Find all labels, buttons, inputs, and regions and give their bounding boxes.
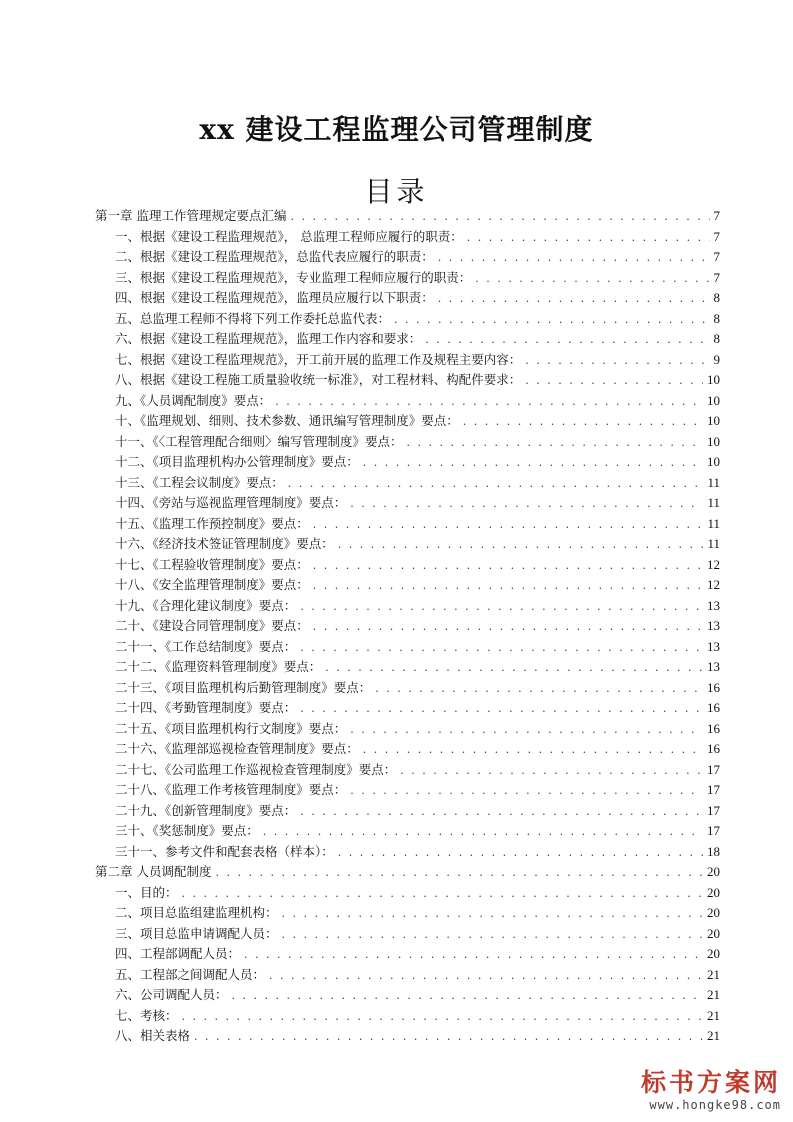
toc-entry[interactable]: [95, 247, 720, 268]
toc-entry-page-number: 8: [713, 290, 720, 305]
watermark: [601, 1068, 781, 1112]
toc-entry-label: 二、根据《建设工程监理规范》，总监代表应履行的职责：: [115, 249, 434, 264]
toc-entry-label: 七、根据《建设工程监理规范》，开工前开展的监理工作及规程主要内容：: [115, 351, 522, 367]
toc-entry[interactable]: [95, 924, 720, 945]
toc-dot-leader: [269, 966, 703, 987]
toc-entry[interactable]: [95, 903, 720, 924]
toc-dot-leader: [338, 535, 704, 556]
toc-entry-label: 第一章 监理工作管理规定要点汇编: [95, 208, 287, 223]
toc-entry-page-number: 10: [707, 433, 720, 449]
toc-entry[interactable]: [95, 309, 720, 330]
toc-dot-leader: [338, 843, 703, 864]
toc-entry-label: 五、工程部之间调配人员：: [115, 966, 266, 982]
toc-entry[interactable]: [95, 350, 720, 371]
toc-entry-label: 二十四、《考勤管理制度》要点：: [115, 700, 297, 715]
toc-entry[interactable]: [95, 514, 720, 535]
toc-entry[interactable]: [95, 760, 720, 781]
toc-entry-label: 八、相关表格: [115, 1028, 191, 1043]
toc-entry-page-number: 20: [707, 946, 720, 961]
toc-entry-label: 二十六、《监理部巡视检查管理制度》要点：: [115, 741, 359, 756]
toc-entry-label: 六、公司调配人员：: [115, 987, 228, 1002]
toc-entry-page-number: 17: [707, 823, 720, 838]
toc-dot-leader: [525, 351, 709, 372]
toc-entry-page-number: 11: [707, 474, 720, 490]
toc-entry-page-number: 13: [707, 618, 720, 633]
toc-entry-label: 三十一、参考文件和配套表格（样本）：: [115, 843, 334, 859]
toc-dot-leader: [438, 289, 710, 310]
toc-dot-leader: [363, 740, 703, 761]
toc-entry[interactable]: [95, 432, 720, 453]
toc-entry[interactable]: [95, 575, 720, 596]
toc-entry[interactable]: [95, 268, 720, 289]
watermark-url: www.hongke98.com: [649, 1098, 781, 1112]
toc-entry-label: 五、总监理工程师不得将下列工作委托总监代表：: [115, 310, 391, 326]
toc-entry-page-number: 21: [707, 966, 720, 982]
toc-entry-page-number: 8: [713, 331, 720, 346]
toc-entry[interactable]: [95, 883, 720, 904]
toc-dot-leader: [282, 904, 703, 925]
toc-entry-page-number: 16: [707, 741, 720, 756]
toc-entry[interactable]: [95, 596, 720, 617]
toc-entry-page-number: 13: [707, 597, 720, 613]
toc-entry[interactable]: [95, 616, 720, 637]
toc-entry[interactable]: [95, 657, 720, 678]
toc-entry-page-number: 7: [713, 208, 720, 223]
toc-entry-page-number: 20: [707, 864, 720, 879]
toc-entry-label: 二十、《建设合同管理制度》要点：: [115, 618, 309, 633]
toc-dot-leader: [288, 474, 704, 495]
toc-entry[interactable]: [95, 739, 720, 760]
toc-dot-leader: [300, 802, 703, 823]
toc-entry-label: 六、根据《建设工程监理规范》，监理工作内容和要求：: [115, 331, 422, 346]
toc-dot-leader: [325, 658, 703, 679]
toc-entry[interactable]: [95, 842, 720, 863]
toc-dot-leader: [400, 761, 703, 782]
toc-dot-leader: [407, 433, 703, 454]
toc-entry-label: 十六、《经济技术签证管理制度》要点：: [115, 536, 334, 551]
toc-dot-leader: [232, 986, 703, 1007]
toc-entry-label: 二十八、《监理工作考核管理制度》要点：: [115, 782, 347, 797]
toc-entry-label: 十一、《〈工程管理配合细则〉编写管理制度》要点：: [115, 433, 403, 449]
toc-entry-label: 九、《人员调配制度》要点：: [115, 392, 272, 408]
toc-dot-leader: [300, 597, 703, 618]
toc-entry[interactable]: [95, 1026, 720, 1047]
toc-entry[interactable]: [95, 370, 720, 391]
toc-entry[interactable]: [95, 801, 720, 822]
toc-dot-leader: [263, 822, 703, 843]
toc-entry-page-number: 8: [713, 310, 720, 326]
toc-entry[interactable]: [95, 555, 720, 576]
toc-entry-label: 一、根据《建设工程监理规范》， 总监理工程师应履行的职责：: [115, 228, 463, 244]
toc-dot-leader: [215, 863, 703, 884]
toc-entry[interactable]: [95, 719, 720, 740]
toc-dot-leader: [182, 884, 703, 905]
toc-entry-label: 四、工程部调配人员：: [115, 946, 241, 961]
toc-entry[interactable]: [95, 288, 720, 309]
toc-entry-label: 第二章 人员调配制度: [95, 864, 212, 879]
toc-dot-leader: [194, 1027, 703, 1048]
toc-entry-page-number: 9: [713, 351, 720, 367]
table-of-contents: [95, 206, 720, 1047]
toc-dot-leader: [313, 515, 704, 536]
toc-dot-leader: [244, 945, 703, 966]
toc-dot-leader: [463, 412, 703, 433]
toc-entry-label: 三、项目总监申请调配人员：: [115, 925, 278, 941]
toc-entry-label: 十四、《旁站与巡视监理管理制度》要点：: [115, 495, 347, 510]
toc-entry-page-number: 16: [707, 720, 720, 736]
toc-entry[interactable]: [95, 1006, 720, 1027]
toc-entry-label: 七、考核：: [115, 1007, 178, 1023]
toc-entry-label: 二十七、《公司监理工作巡视检查管理制度》要点：: [115, 761, 397, 777]
toc-entry[interactable]: [95, 329, 720, 350]
toc-entry-label: 十、《监理规划、细则、技术参数、通讯编写管理制度》要点：: [115, 413, 459, 428]
toc-entry-label: 十二、《项目监理机构办公管理制度》要点：: [115, 454, 359, 469]
toc-chapter-entry[interactable]: [95, 862, 720, 883]
toc-entry[interactable]: [95, 985, 720, 1006]
toc-dot-leader: [313, 617, 703, 638]
toc-entry-label: 十五、《监理工作预控制度》要点：: [115, 515, 309, 531]
toc-entry[interactable]: [95, 698, 720, 719]
toc-entry[interactable]: [95, 493, 720, 514]
toc-entry-page-number: 7: [713, 228, 720, 244]
toc-entry-label: 二、项目总监组建监理机构：: [115, 905, 278, 920]
toc-entry-label: 十七、《工程验收管理制度》要点：: [115, 556, 309, 572]
toc-entry-page-number: 16: [707, 679, 720, 695]
toc-entry-page-number: 17: [707, 761, 720, 777]
toc-entry-label: 八、根据《建设工程施工质量验收统一标准》，对工程材料、构配件要求：: [115, 372, 522, 387]
toc-entry-label: 十三、《工程会议制度》要点：: [115, 474, 284, 490]
toc-entry-page-number: 7: [713, 269, 720, 285]
toc-entry-page-number: 20: [707, 925, 720, 941]
toc-dot-leader: [350, 720, 703, 741]
toc-dot-leader: [313, 556, 703, 577]
toc-entry[interactable]: [95, 780, 720, 801]
toc-entry-page-number: 16: [707, 700, 720, 715]
toc-entry-page-number: 17: [707, 802, 720, 818]
toc-dot-leader: [525, 371, 703, 392]
toc-entry-label: 十九、《合理化建议制度》要点：: [115, 597, 297, 613]
toc-entry-label: 一、目的：: [115, 884, 178, 900]
watermark-site-name: 标书方案网: [640, 1068, 781, 1097]
toc-entry-page-number: 10: [707, 392, 720, 408]
toc-chapter-entry[interactable]: [95, 206, 720, 227]
toc-entry[interactable]: [95, 473, 720, 494]
toc-dot-leader: [363, 453, 703, 474]
toc-dot-leader: [394, 310, 709, 331]
toc-entry-page-number: 10: [707, 372, 720, 387]
toc-entry-label: 四、根据《建设工程监理规范》，监理员应履行以下职责：: [115, 290, 434, 305]
toc-dot-leader: [475, 269, 709, 290]
toc-entry[interactable]: [95, 678, 720, 699]
toc-entry-label: 十八、《安全监理管理制度》要点：: [115, 577, 309, 592]
toc-dot-leader: [290, 207, 709, 228]
toc-entry-page-number: 21: [707, 1007, 720, 1023]
toc-entry-label: 二十九、《创新管理制度》要点：: [115, 802, 297, 818]
toc-entry[interactable]: [95, 944, 720, 965]
toc-entry[interactable]: [95, 411, 720, 432]
toc-dot-leader: [300, 638, 703, 659]
toc-dot-leader: [350, 781, 703, 802]
toc-dot-leader: [375, 679, 703, 700]
toc-entry-label: 二十三、《项目监理机构后勤管理制度》要点：: [115, 679, 372, 695]
toc-entry-page-number: 11: [707, 495, 720, 510]
toc-dot-leader: [467, 228, 710, 249]
toc-entry-page-number: 12: [707, 556, 720, 572]
toc-entry-page-number: 21: [707, 1028, 720, 1043]
toc-entry-page-number: 13: [707, 659, 720, 674]
toc-entry-label: 三十、《奖惩制度》要点：: [115, 823, 259, 838]
toc-entry[interactable]: [95, 965, 720, 986]
toc-entry-label: 二十五、《项目监理机构行文制度》要点：: [115, 720, 347, 736]
document-title: xx 建设工程监理公司管理制度: [199, 113, 594, 146]
toc-entry-page-number: 7: [713, 249, 720, 264]
toc-entry-label: 二十一、《工作总结制度》要点：: [115, 638, 297, 654]
toc-entry-label: 三、根据《建设工程监理规范》，专业监理工程师应履行的职责：: [115, 269, 472, 285]
toc-entry-page-number: 18: [707, 843, 720, 859]
toc-dot-leader: [425, 330, 709, 351]
toc-entry-page-number: 11: [707, 515, 720, 531]
toc-entry[interactable]: [95, 534, 720, 555]
toc-heading: 目录: [364, 175, 429, 208]
toc-entry-page-number: 10: [707, 454, 720, 469]
toc-entry-page-number: 11: [707, 536, 720, 551]
toc-entry-page-number: 20: [707, 905, 720, 920]
toc-entry[interactable]: [95, 452, 720, 473]
toc-entry-page-number: 10: [707, 413, 720, 428]
toc-entry[interactable]: [95, 391, 720, 412]
toc-entry[interactable]: [95, 227, 720, 248]
toc-entry-page-number: 12: [707, 577, 720, 592]
toc-dot-leader: [313, 576, 703, 597]
toc-entry[interactable]: [95, 821, 720, 842]
toc-entry-label: 二十二、《监理资料管理制度》要点：: [115, 659, 322, 674]
toc-dot-leader: [275, 392, 703, 413]
toc-entry[interactable]: [95, 637, 720, 658]
toc-dot-leader: [282, 925, 703, 946]
toc-entry-page-number: 13: [707, 638, 720, 654]
toc-dot-leader: [300, 699, 703, 720]
toc-dot-leader: [438, 248, 710, 269]
toc-entry-page-number: 20: [707, 884, 720, 900]
toc-entry-page-number: 17: [707, 782, 720, 797]
toc-entry-page-number: 21: [707, 987, 720, 1002]
toc-dot-leader: [350, 494, 703, 515]
toc-dot-leader: [182, 1007, 703, 1028]
